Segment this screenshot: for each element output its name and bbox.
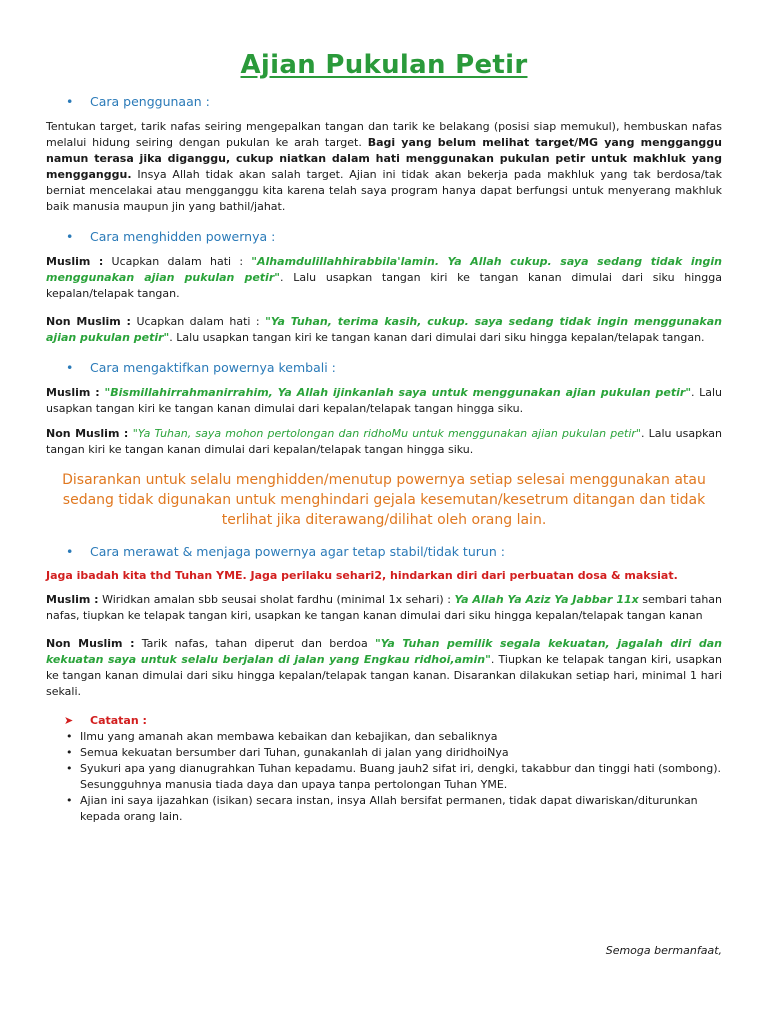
list-item: • Ilmu yang amanah akan membawa kebaikan dan kebajikan, dan sebaliknya <box>66 730 498 743</box>
bullet-icon: • <box>66 360 74 375</box>
section-heading-rawat: • Cara merawat & menjaga powernya agar tetap stabil/tidak turun : <box>66 544 505 559</box>
bullet-icon: • <box>66 229 74 244</box>
advice-text: Disarankan untuk selalu menghidden/menutup powernya setiap selesai menggunakan atau sedang tidak digunakan untuk menghindari gejala kesemutan/kesetrum ditangan dan tidak terlihat jika diterawang/dilihat oleh orang lain. <box>62 472 706 528</box>
closing-text: Semoga bermanfaat, <box>605 944 722 957</box>
paragraph-hidden-non-muslim: Non Muslim : Ucapkan dalam hati : "Ya Tuhan, terima kasih, cukup. saya sedang tidak ingin menggunakan ajian pukulan petir". Lalu usapkan tangan kiri ke tangan kanan dari dimulai dari siku hingga kepalan/telapak tangan. <box>46 315 722 344</box>
list-item: • Syukuri apa yang dianugrahkan Tuhan kepadamu. Buang jauh2 sifat iri, dengki, takabbur dan tinggi hati (sombong). Sesungguhnya manusia tiada daya dan upaya tanpa pertolongan Tuhan YME. <box>66 762 721 791</box>
list-item: • Semua kekuatan bersumber dari Tuhan, gunakanlah di jalan yang diridhoiNya <box>66 746 509 759</box>
paragraph-rawat-non-muslim: Non Muslim : Tarik nafas, tahan diperut dan berdoa "Ya Tuhan pemilik segala kekuatan, jagalah diri dan kekuatan saya untuk selalu berjalan di jalan yang Engkau ridhoi,amin". Tiupkan ke telapak tangan kiri, usapkan ke tangan kanan dimulai dari siku hingga kepalan/telapak tangan kanan. Disarankan dilakukan setiap hari, minimal 1 hari sekali. <box>46 637 722 698</box>
document-page <box>46 46 723 957</box>
paragraph-aktif-non-muslim: Non Muslim : "Ya Tuhan, saya mohon pertolongan dan ridhoMu untuk menggunakan ajian pukulan petir". Lalu usapkan tangan kiri ke tangan kanan dimulai dari kepalan/telapak tangan hingga siku. <box>46 427 722 456</box>
bullet-icon: • <box>66 94 74 109</box>
paragraph-rawat-muslim: Muslim : Wiridkan amalan sbb seusai sholat fardhu (minimal 1x sehari) : Ya Allah Ya Aziz Ya Jabbar 11x sembari tahan nafas, tiupkan ke telapak tangan kiri, usapkan ke tangan kanan dimulai dari siku hingga kepalan/telapak tangan kanan <box>46 593 723 622</box>
section-heading-hidden: • Cara menghidden powernya : <box>66 229 276 244</box>
page-title: Ajian Pukulan Petir <box>240 50 528 80</box>
bullet-icon: • <box>66 762 73 775</box>
section-heading-penggunaan: • Cara penggunaan : <box>66 94 210 109</box>
arrow-right-icon: ➤ <box>64 714 74 727</box>
list-item: • Ajian ini saya ijazahkan (isikan) secara instan, insya Allah bersifat permanen, tidak dapat diwariskan/diturunkan kepada orang lain. <box>66 794 698 823</box>
paragraph-hidden-muslim: Muslim : Ucapkan dalam hati : "Alhamdulillahhirabbila'lamin. Ya Allah cukup. saya sedang tidak ingin menggunakan ajian pukulan petir". Lalu usapkan tangan kiri ke tangan kanan dimulai dari siku hingga kepalan/telapak tangan. <box>46 255 722 300</box>
notes-list <box>46 729 722 825</box>
warning-text: Jaga ibadah kita thd Tuhan YME. Jaga perilaku sehari2, hindarkan diri dari perbuatan dosa & maksiat. <box>46 569 678 582</box>
paragraph-penggunaan: Tentukan target, tarik nafas seiring mengepalkan tangan dan tarik ke belakang (posisi siap memukul), hembuskan nafas melalui hidung seiring dengan pukulan ke arah target. Bagi yang belum melihat target/MG yang mengganggu namun terasa jika diganggu, cukup niatkan dalam hati menggunakan pukulan petir untuk makhluk yang mengganggu. Insya Allah tidak akan salah target. Ajian ini tidak akan bekerja pada makhluk yang tak berdosa/tak berniat mencelakai atau mengganggu kita karena telah saya program hanya dapat berfungsi untuk menyerang makhluk baik manusia maupun jin yang bathil/jahat. <box>46 120 722 213</box>
bullet-icon: • <box>66 746 73 759</box>
section-heading-aktif: • Cara mengaktifkan powernya kembali : <box>66 360 336 375</box>
bullet-icon: • <box>66 794 73 807</box>
paragraph-aktif-muslim: Muslim : "Bismillahirrahmanirrahim, Ya Allah ijinkanlah saya untuk menggunakan ajian pukulan petir". Lalu usapkan tangan kiri ke tangan kanan dimulai dari kepalan/telapak tangan hingga siku. <box>46 386 722 415</box>
bullet-icon: • <box>66 730 73 743</box>
bullet-icon: • <box>66 544 74 559</box>
notes-heading: ➤ Catatan : <box>64 714 147 727</box>
